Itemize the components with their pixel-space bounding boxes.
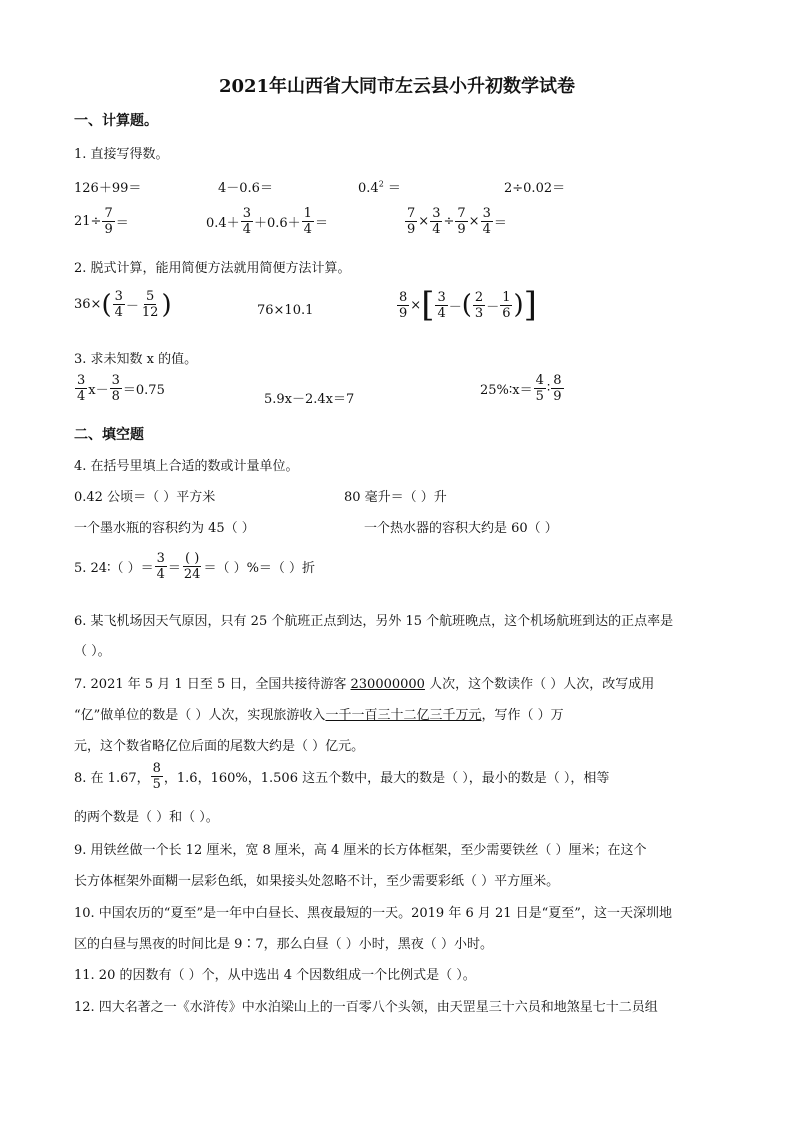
question-2-label: 2. 脱式计算，能用简便方法就用简便方法计算。 bbox=[74, 261, 351, 276]
question-11: 11. 20 的因数有（ ）个，从中选出 4 个因数组成一个比例式是（ ）。 bbox=[74, 968, 476, 983]
question-6-line-1: 6. 某飞机场因天气原因，只有 25 个航班正点到达，另外 15 个航班晚点，这个机场航班到达的正点率是 bbox=[74, 614, 674, 629]
question-10-line-2: 区的白昼与黑夜的时间比是 9∶7，那么白昼（ ）小时，黑夜（ ）小时。 bbox=[74, 937, 493, 952]
q1-item-7: $\frac{7}{9}$ × $\frac{3}{4}$ ÷ $\frac{7}{9}$ × $\frac{3}{4}$ ＝ bbox=[407, 206, 507, 237]
q1-item-1: 126＋99＝ bbox=[74, 181, 142, 196]
q1-item-5: 21÷ $\frac{7}{9}$ ＝ bbox=[74, 206, 129, 237]
question-4-label: 4. 在括号里填上合适的数或计量单位。 bbox=[74, 459, 299, 474]
section-1-heading: 一、计算题。 bbox=[74, 113, 158, 129]
question-10-line-1: 10. 中国农历的“夏至”是一年中白昼长、黑夜最短的一天。2019 年 6 月 21 日是“夏至”，这一天深圳地 bbox=[74, 906, 672, 921]
question-5: 5. 24∶（ ）＝ $\frac{3}{4}$ ＝ $\frac{( )}{24}$ ＝（ ）%＝（ ）折 bbox=[74, 551, 316, 582]
q4-blank-d: 一个热水器的容积大约是 60（ ） bbox=[364, 521, 558, 536]
question-8-line-1: 8. 在 1.67， $\frac{8}{5}$ ，1.6̇，160%，1.506 这五个数中，最大的数是（ ），最小的数是（ ），相等 bbox=[74, 761, 610, 792]
question-1-label: 1. 直接写得数。 bbox=[74, 147, 169, 162]
q3-equation-3: 25%∶x＝ $\frac{4}{5}$ ∶ $\frac{8}{9}$ bbox=[480, 373, 562, 404]
q3-equation-2: 5.9x－2.4x＝7 bbox=[264, 392, 355, 407]
q3-equation-1: $\frac{3}{4}$ x－ $\frac{3}{8}$ ＝0.75 bbox=[77, 373, 165, 404]
q2-expression-3: $\frac{8}{9}$ × [ $\frac{3}{4}$ － ( $\frac{2}{3}$ － $\frac{1}{6}$ ) ] bbox=[399, 285, 537, 325]
q4-blank-c: 一个墨水瓶的容积约为 45（ ） bbox=[74, 521, 255, 536]
question-12-line-1: 12. 四大名著之一《水浒传》中水泊梁山上的一百零八个头领，由天罡星三十六员和地煞星七十二员组 bbox=[74, 1000, 658, 1015]
page-title: 2021年山西省大同市左云县小升初数学试卷 bbox=[218, 76, 576, 97]
question-7-line-1: 7. 2021 年 5 月 1 日至 5 日，全国共接待游客 230000000 人次，这个数读作（ ）人次，改写成用 bbox=[74, 677, 655, 692]
q1-item-4: 2÷0.02＝ bbox=[504, 181, 566, 196]
question-8-line-2: 的两个数是（ ）和（ ）。 bbox=[74, 810, 219, 825]
q4-blank-b: 80 毫升＝（ ）升 bbox=[344, 490, 447, 505]
q2-expression-1: 36× ( $\frac{3}{4}$ － $\frac{5}{12}$ ) bbox=[74, 289, 172, 320]
q4-blank-a: 0.42 公顷＝（ ）平方米 bbox=[74, 490, 216, 505]
q1-item-2: 4－0.6＝ bbox=[218, 181, 273, 196]
question-7-line-2: “亿”做单位的数是（ ）人次，实现旅游收入一千一百三十二亿三千万元，写作（ ）万 bbox=[74, 708, 564, 723]
question-6-line-2: （ ）。 bbox=[74, 644, 111, 659]
question-9-line-1: 9. 用铁丝做一个长 12 厘米，宽 8 厘米，高 4 厘米的长方体框架，至少需要铁丝（ ）厘米；在这个 bbox=[74, 843, 647, 858]
section-2-heading: 二、填空题 bbox=[74, 427, 144, 443]
q2-expression-2: 76×10.1 bbox=[257, 303, 314, 318]
q1-item-3: $0.4^2$ ＝ bbox=[358, 179, 401, 196]
question-3-label: 3. 求未知数 x 的值。 bbox=[74, 352, 198, 367]
question-7-line-3: 元，这个数省略亿位后面的尾数大约是（ ）亿元。 bbox=[74, 739, 365, 754]
question-9-line-2: 长方体框架外面糊一层彩色纸，如果接头处忽略不计，至少需要彩纸（ ）平方厘米。 bbox=[74, 874, 560, 889]
q1-item-6: 0.4＋ $\frac{3}{4}$ ＋0.6＋ $\frac{1}{4}$ ＝ bbox=[206, 206, 328, 237]
